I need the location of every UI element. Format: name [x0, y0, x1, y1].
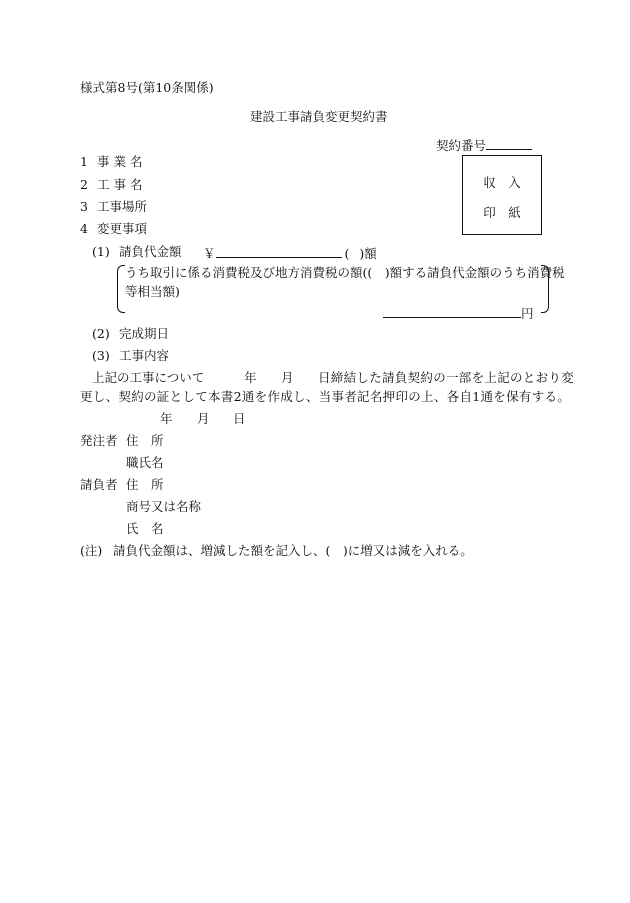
- body-line-1-year: 年: [244, 370, 257, 385]
- yen-symbol: ￥: [203, 246, 216, 261]
- item-2-label: 工 事 名: [97, 177, 143, 192]
- item-4-number: 4: [80, 221, 88, 236]
- yen-unit: 円: [521, 306, 534, 321]
- contract-number: [436, 136, 532, 154]
- date-day: 日: [233, 411, 246, 426]
- stamp-label-2: 印 紙: [483, 205, 521, 220]
- orderer-role: 発注者: [80, 433, 118, 448]
- contractor-role: 請負者: [80, 477, 118, 492]
- document-title: 建設工事請負変更契約書: [250, 109, 388, 124]
- tax-description-line-1: うち取引に係る消費税及び地方消費税の額(( )額する請負代金額のうち消費税: [125, 265, 565, 280]
- contract-amount-field[interactable]: [216, 244, 342, 258]
- tax-description-line-2: 等相当額): [125, 284, 180, 299]
- date-month: 月: [197, 411, 210, 426]
- form-label: 様式第8号(第10条関係): [80, 80, 214, 95]
- gaku-label: 額: [364, 246, 377, 261]
- item-1-label: 事 業 名: [97, 154, 143, 169]
- contractor-name-label: 氏 名: [126, 521, 164, 536]
- change-3-number: (3): [92, 348, 110, 363]
- body-line-1-month: 月: [281, 370, 294, 385]
- note-text: 請負代金額は、増減した額を記入し、( )に増又は減を入れる。: [113, 543, 473, 558]
- item-1-number: 1: [80, 154, 88, 169]
- item-3-number: 3: [80, 199, 88, 214]
- contractor-trade-name-label: 商号又は名称: [126, 499, 202, 514]
- body-line-1-start: 上記の工事について: [92, 370, 205, 385]
- body-line-1-end: 日締結した請負契約の一部を上記のとおり変: [318, 370, 575, 385]
- revenue-stamp-box: [462, 155, 542, 235]
- item-2-number: 2: [80, 177, 88, 192]
- paren-open: (: [344, 246, 350, 261]
- date-year: 年: [160, 411, 173, 426]
- change-2-label: 完成期日: [119, 326, 170, 341]
- paren-close: ): [359, 246, 365, 261]
- contractor-address-label: 住 所: [126, 477, 164, 492]
- orderer-name-label: 職氏名: [126, 455, 164, 470]
- contract-number-label: 契約番号: [436, 138, 487, 153]
- tax-amount-field[interactable]: [383, 304, 521, 318]
- change-1-number: (1): [92, 244, 110, 259]
- stamp-label-1: 収 入: [483, 175, 521, 190]
- contract-number-field[interactable]: [486, 136, 532, 150]
- item-3-label: 工事場所: [97, 199, 148, 214]
- tax-amount-line: [383, 304, 534, 322]
- change-3-label: 工事内容: [119, 348, 170, 363]
- change-2-number: (2): [92, 326, 110, 341]
- note-prefix: (注): [80, 543, 103, 558]
- contract-amount-line: [203, 244, 377, 262]
- orderer-address-label: 住 所: [126, 433, 164, 448]
- body-line-2: 更し、契約の証として本書2通を作成し、当事者記名押印の上、各自1通を保有する。: [80, 389, 571, 404]
- tax-bracket-left: [117, 265, 125, 313]
- item-4-label: 変更事項: [97, 221, 148, 236]
- change-1-label: 請負代金額: [119, 244, 182, 259]
